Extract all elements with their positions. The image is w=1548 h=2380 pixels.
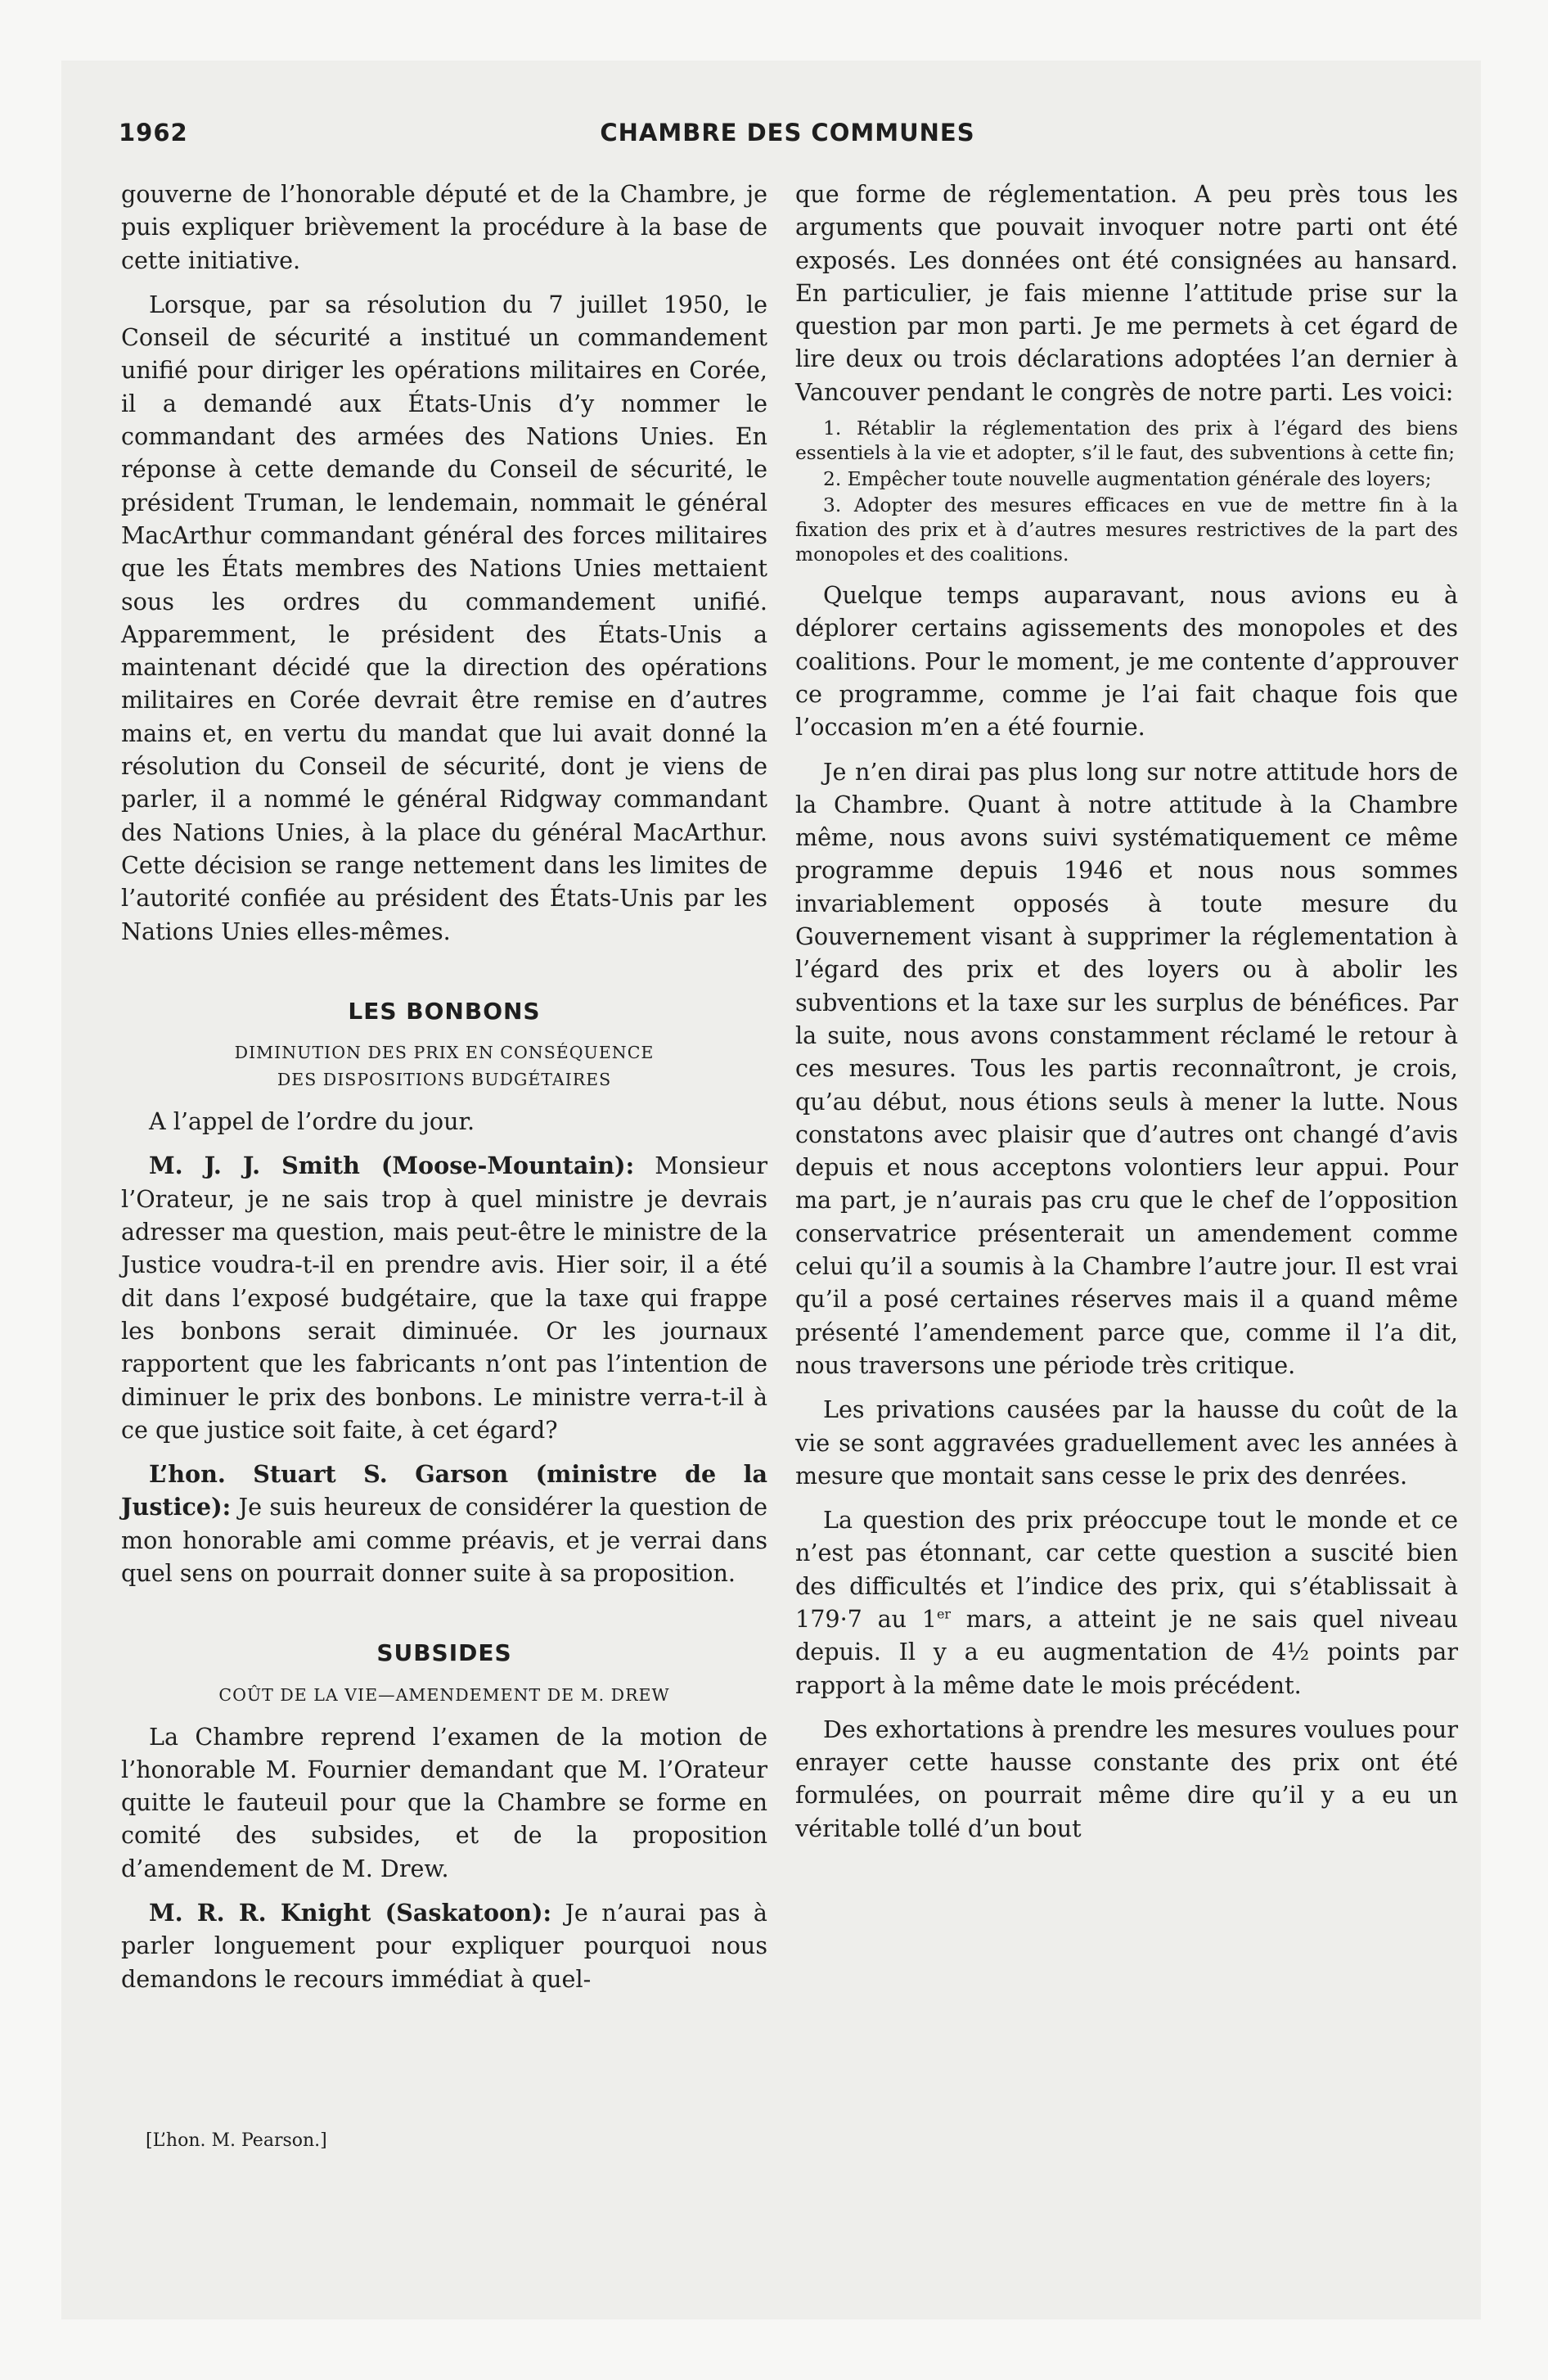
paragraph: Les privations causées par la hausse du coût de la vie se sont aggravées graduellement avec les années à mesure que montait sans cesse le prix des denrées. [795,1395,1458,1490]
paragraph: que forme de réglementation. A peu près tous les arguments que pouvait invoquer notre parti ont été exposés. Les données ont été consignées au hansard. En particulier, je fais mienne l’attitude prise sur la question par mon parti. Je me permets à cet égard de lire deux ou trois déclarations adoptées l’an dernier à Vancouver pendant le congrès de notre parti. Les voici: [795,180,1458,406]
paragraph: Quelque temps auparavant, nous avions eu à déplorer certains agissements des monopoles et des coalitions. Pour le moment, je me contente d’approuver ce programme, comme je l’ai fait chaque fois que l’occasion m’en a été fournie. [795,581,1458,741]
section-heading: SUBSIDES [376,1639,512,1667]
left-column [121,178,767,1995]
list-item: 3. Adopter des mesures efficaces en vue de mettre fin à la fixation des prix et à d’autres mesures restrictives de la part des monopoles et des coalitions. [795,494,1458,566]
list-item: 2. Empêcher toute nouvelle augmentation générale des loyers; [823,468,1432,491]
resolution-list [795,417,1458,567]
speaker-name: L’hon. Stuart S. Garson (ministre de la Justice): [121,1460,767,1521]
paragraph: gouverne de l’honorable député et de la Chambre, je puis expliquer brièvement la procédure à la base de cette initiative. [121,180,767,274]
paragraph: Je n’en dirai pas plus long sur notre attitude hors de la Chambre. Quant à notre attitude à la Chambre même, nous avons suivi systématiquement ce même programme depuis 1946 et nous nous sommes invariablement opposés à toute mesure du Gouvernement visant à supprimer la réglementation à l’égard des prix et des loyers ou à abolir les subventions et la taxe sur les surplus de bénéfices. Par la suite, nous avons constamment réclamé le retour à ces mesures. Tous les partis reconnaîtront, je crois, qu’au début, nous étions seuls à mener la lutte. Nous constatons avec plaisir que d’autres ont changé d’avis depuis et nous acceptons volontiers leur appui. Pour ma part, je n’aurais pas cru que le chef de l’opposition conservatrice présenterait un amendement comme celui qu’il a soumis à la Chambre l’autre jour. Il est vrai qu’il a posé certaines réserves mais il a quand même présenté l’amendement parce que, comme il l’a dit, nous traversons une période très critique. [795,757,1458,1379]
text-run: mars, a atteint je ne sais quel niveau depuis. Il y a eu augmentation de 4½ points par rapport à la même date le mois précédent. [795,1604,1458,1699]
speaker-name: M. R. R. Knight (Saskatoon): [149,1899,552,1927]
page-number: 1962 [119,119,188,146]
paragraph: Lorsque, par sa résolution du 7 juillet 1950, le Conseil de sécurité a institué un commandement unifié pour diriger les opérations militaires en Corée, il a demandé aux États-Unis d’y nommer le commandant des armées des Nations Unies. En réponse à cette demande du Conseil de sécurité, le président Truman, le lendemain, nommait le général MacArthur commandant général des forces militaires que les États membres des Nations Unies mettaient sous les ordres du commandement unifié. Apparemment, le président des États-Unis a maintenant décidé que la direction des opérations militaires en Corée devrait être remise en d’autres mains et, en vertu du mandat que lui avait donné la résolution du Conseil de sécurité, dont je viens de parler, il a nommé le général Ridgway commandant des Nations Unies, à la place du général MacArthur. Cette décision se range nettement dans les limites de l’autorité confiée au président des États-Unis par les Nations Unies elles-mêmes. [121,290,767,945]
section-subheading [121,1039,767,1093]
superscript: er [936,1606,952,1622]
speech [121,1896,767,1995]
speaker-name: M. J. J. Smith (Moose-Mountain): [149,1152,635,1180]
section-subheading: COÛT DE LA VIE—AMENDEMENT DE M. DREW [218,1684,670,1705]
speech-text: Je suis heureux de considérer la question de mon honorable ami comme préavis, et je verrai dans quel sens on pourrait donner suite à sa proposition. [121,1493,767,1587]
running-title: CHAMBRE DES COMMUNES [600,119,975,146]
speech-text: Je n’aurai pas à parler longuement pour expliquer pourquoi nous demandons le recours immédiat à quel- [121,1899,767,1993]
text-run: La question des prix préoccupe tout le monde et ce n’est pas étonnant, car cette question a suscité bien des difficultés et l’indice des prix, qui s’établissait à 179·7 au 1 [795,1506,1458,1633]
speech [121,1458,767,1589]
list-item: 1. Rétablir la réglementation des prix à l’égard des biens essentiels à la vie et adopter, s’il le faut, des subventions à cette fin; [795,417,1458,465]
speech [121,1149,767,1446]
subheading-line: DES DISPOSITIONS BUDGÉTAIRES [277,1070,612,1090]
speech-text: Monsieur l’Orateur, je ne sais trop à quel ministre je devrais adresser ma question, mais peut-être le ministre de la Justice voudra-t-il en prendre avis. Hier soir, il a été dit dans l’exposé budgétaire, que la taxe qui frappe les bonbons serait diminuée. Or les journaux rapportent que les fabricants n’ont pas l’intention de diminuer le prix des bonbons. Le ministre verra-t-il à ce que justice soit faite, à cet égard? [121,1152,767,1444]
paragraph [795,1503,1458,1702]
section-heading: LES BONBONS [348,997,541,1025]
subheading-line: DIMINUTION DES PRIX EN CONSÉQUENCE [234,1043,655,1063]
page-header [119,110,1456,156]
paragraph: A l’appel de l’ordre du jour. [149,1107,475,1136]
right-column [795,178,1458,1845]
paragraph: Des exhortations à prendre les mesures voulues pour enrayer cette hausse constante des prix ont été formulées, on pourrait même dire qu’il y a eu un véritable tollé d’un bout [795,1715,1458,1842]
paragraph: La Chambre reprend l’examen de la motion de l’honorable M. Fournier demandant que M. l’Orateur quitte le fauteuil pour que la Chambre se forme en comité des subsides, et de la proposition d’amendement de M. Drew. [121,1722,767,1882]
page-footer: [L’hon. M. Pearson.] [146,2130,327,2151]
